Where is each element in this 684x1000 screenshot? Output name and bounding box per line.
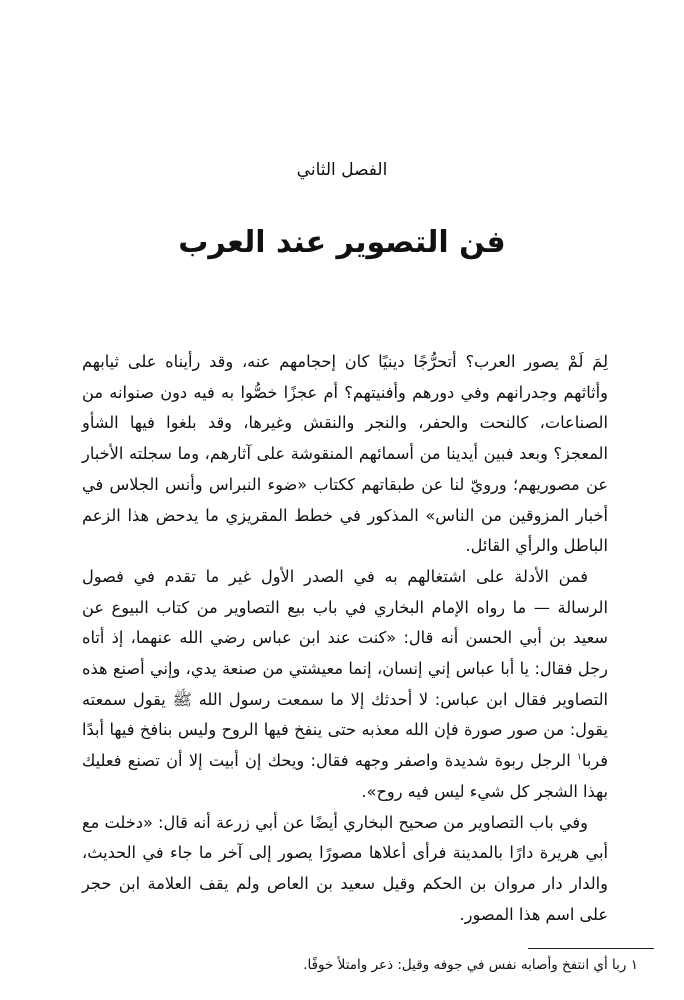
paragraph-2-part-1: فمن الأدلة على اشتغالهم به في الصدر الأول غير ما تقدم في فصول الرسالة — ما رواه الإمام البخاري في باب بيع التصاوير من كتاب البيوع عن سعيد بن أبي الحسن أنه قال: «كنت عند ابن عباس رضي الله عنهما، إذ أتاه رجل فقال: يا أبا عباس إني إنسان، إنما معيشتي من صنعة يدي، وإني أصنع هذه التصاوير فقال ابن عباس: لا أحدثك إلا ما سمعت رسول الله ﷺ يقول سمعته يقول: من صور صورة فإن الله معذبه حتى ينفخ فيها الروح وليس بنافخ فيها أبدًا فربا [82,566,608,771]
paragraph-1: لِمَ لَمْ يصور العرب؟ أتحرُّجًا دينيًا كان إحجامهم عنه، وقد رأيناه على ثيابهم وأثاثهم وجدرانهم وفي دورهم وأفنيتهم؟ أم عجزًا خصُّوا به فيه دون صنوانه من الصناعات، كالنحت والحفر، والنجر والنقش وغيرها، وقد بلغوا فيها الشأو المعجز؟ وبعد فبين أيدينا من أسمائهم المنقوشة على آثارهم، وما سجلته الأخبار عن مصوريهم؛ ورويّ لنا عن طبقاتهم ككتاب «ضوء النبراس وأنس الجلاس في أخبار المزوقين من الناس» المذكور في خطط المقريزي ما يدحض هذا الزعم الباطل والرأي القائل. [82,352,608,556]
paragraph-2-part-2: الرجل ربوة شديدة واصفر وجهه فقال: ويحك إن أبيت إلا أن تصنع فعليك بهذا الشجر كل شيء ليس فيه روح». [82,751,608,801]
footnote-divider [528,948,654,949]
footnote-reference[interactable]: ١ [577,752,582,763]
footnote [82,954,638,976]
chapter-title: فن التصوير عند العرب [178,225,506,260]
footnote-text: ربا أي انتفخ وأصابه نفس في جوفه وقيل: ذعر وامتلأ خوفًا. [303,957,631,973]
chapter-label: الفصل الثاني [296,160,388,180]
paragraph-2 [82,562,608,808]
paragraph-3: وفي باب التصاوير من صحيح البخاري أيضًا عن أبي زرعة أنه قال: «دخلت مع أبي هريرة دارًا بالمدينة فرأى أعلاها مصورًا يصور إلى آخر ما جاء في الحديث، والدار دار مروان بن الحكم وقيل سعيد بن العاص ولم يقف العلامة ابن حجر على اسم هذا المصور. [82,812,608,924]
footnote-mark: ١ [630,957,638,973]
body-text [82,347,608,930]
